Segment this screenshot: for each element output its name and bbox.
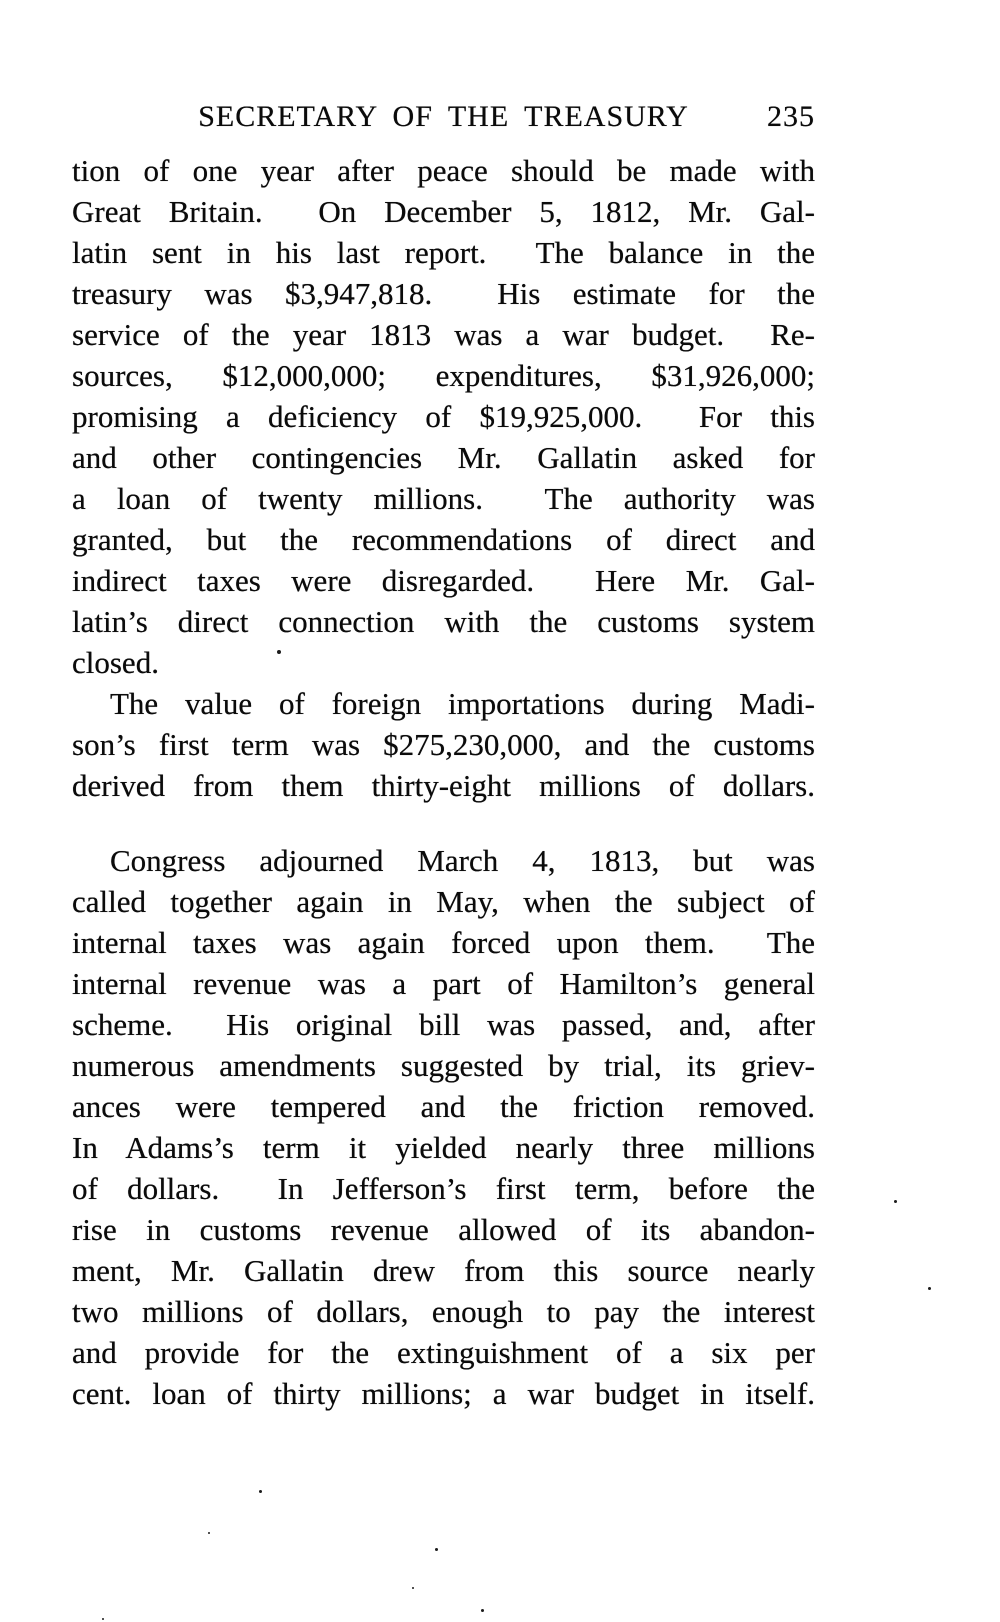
text-line: of dollars. In Jefferson’s first term, before the [72, 1171, 815, 1206]
page-number: 235 [767, 100, 815, 133]
page-header [72, 100, 815, 134]
text-line: In Adams’s term it yielded nearly three millions [72, 1130, 815, 1165]
text-line: rise in customs revenue allowed of its abandon- [72, 1212, 815, 1247]
running-head-title: SECRETARY OF THE TREASURY [198, 100, 689, 133]
ink-speck [208, 1532, 210, 1534]
text-line: tion of one year after peace should be made with [72, 153, 815, 188]
text-line: sources, $12,000,000; expenditures, $31,926,000; [72, 358, 815, 393]
text-line: service of the year 1813 was a war budget. Re- [72, 317, 815, 352]
text-line: numerous amendments suggested by trial, its griev- [72, 1048, 815, 1083]
text-line: son’s first term was $275,230,000, and the customs [72, 727, 815, 762]
paragraph [72, 150, 815, 683]
text-line: two millions of dollars, enough to pay the interest [72, 1294, 815, 1329]
text-line: Great Britain. On December 5, 1812, Mr. Gal- [72, 194, 815, 229]
ink-speck [894, 1200, 897, 1203]
text-line: latin’s direct connection with the customs system [72, 604, 815, 639]
ink-speck [102, 1618, 104, 1620]
ink-speck [412, 1587, 414, 1589]
text-line: granted, but the recommendations of direct and [72, 522, 815, 557]
body-text [72, 150, 815, 1414]
ink-speck [435, 1548, 438, 1551]
ink-speck [259, 1490, 262, 1493]
text-line: scheme. His original bill was passed, and, after [72, 1007, 815, 1042]
text-line: a loan of twenty millions. The authority was [72, 481, 815, 516]
text-line: internal taxes was again forced upon them. The [72, 925, 815, 960]
paragraph [72, 840, 815, 1414]
ink-speck [277, 650, 281, 654]
text-line: called together again in May, when the subject of [72, 884, 815, 919]
text-line: The value of foreign importations during Madi- [110, 686, 815, 721]
text-line: treasury was $3,947,818. His estimate for the [72, 276, 815, 311]
text-line: cent. loan of thirty millions; a war budget in itself. [72, 1376, 815, 1411]
text-line: ances were tempered and the friction removed. [72, 1089, 815, 1124]
ink-speck [481, 1609, 484, 1612]
text-line: internal revenue was a part of Hamilton’s general [72, 966, 815, 1001]
text-line: promising a deficiency of $19,925,000. For this [72, 399, 815, 434]
text-line: derived from them thirty-eight millions of dollars. [72, 768, 815, 803]
text-line: ment, Mr. Gallatin drew from this source nearly [72, 1253, 815, 1288]
text-line: and other contingencies Mr. Gallatin asked for [72, 440, 815, 475]
text-line: latin sent in his last report. The balance in the [72, 235, 815, 270]
text-line: closed. [72, 645, 159, 680]
text-line: indirect taxes were disregarded. Here Mr. Gal- [72, 563, 815, 598]
paragraph [72, 683, 815, 806]
ink-speck [928, 1287, 931, 1290]
text-line: Congress adjourned March 4, 1813, but was [110, 843, 815, 878]
text-line: and provide for the extinguishment of a six per [72, 1335, 815, 1370]
